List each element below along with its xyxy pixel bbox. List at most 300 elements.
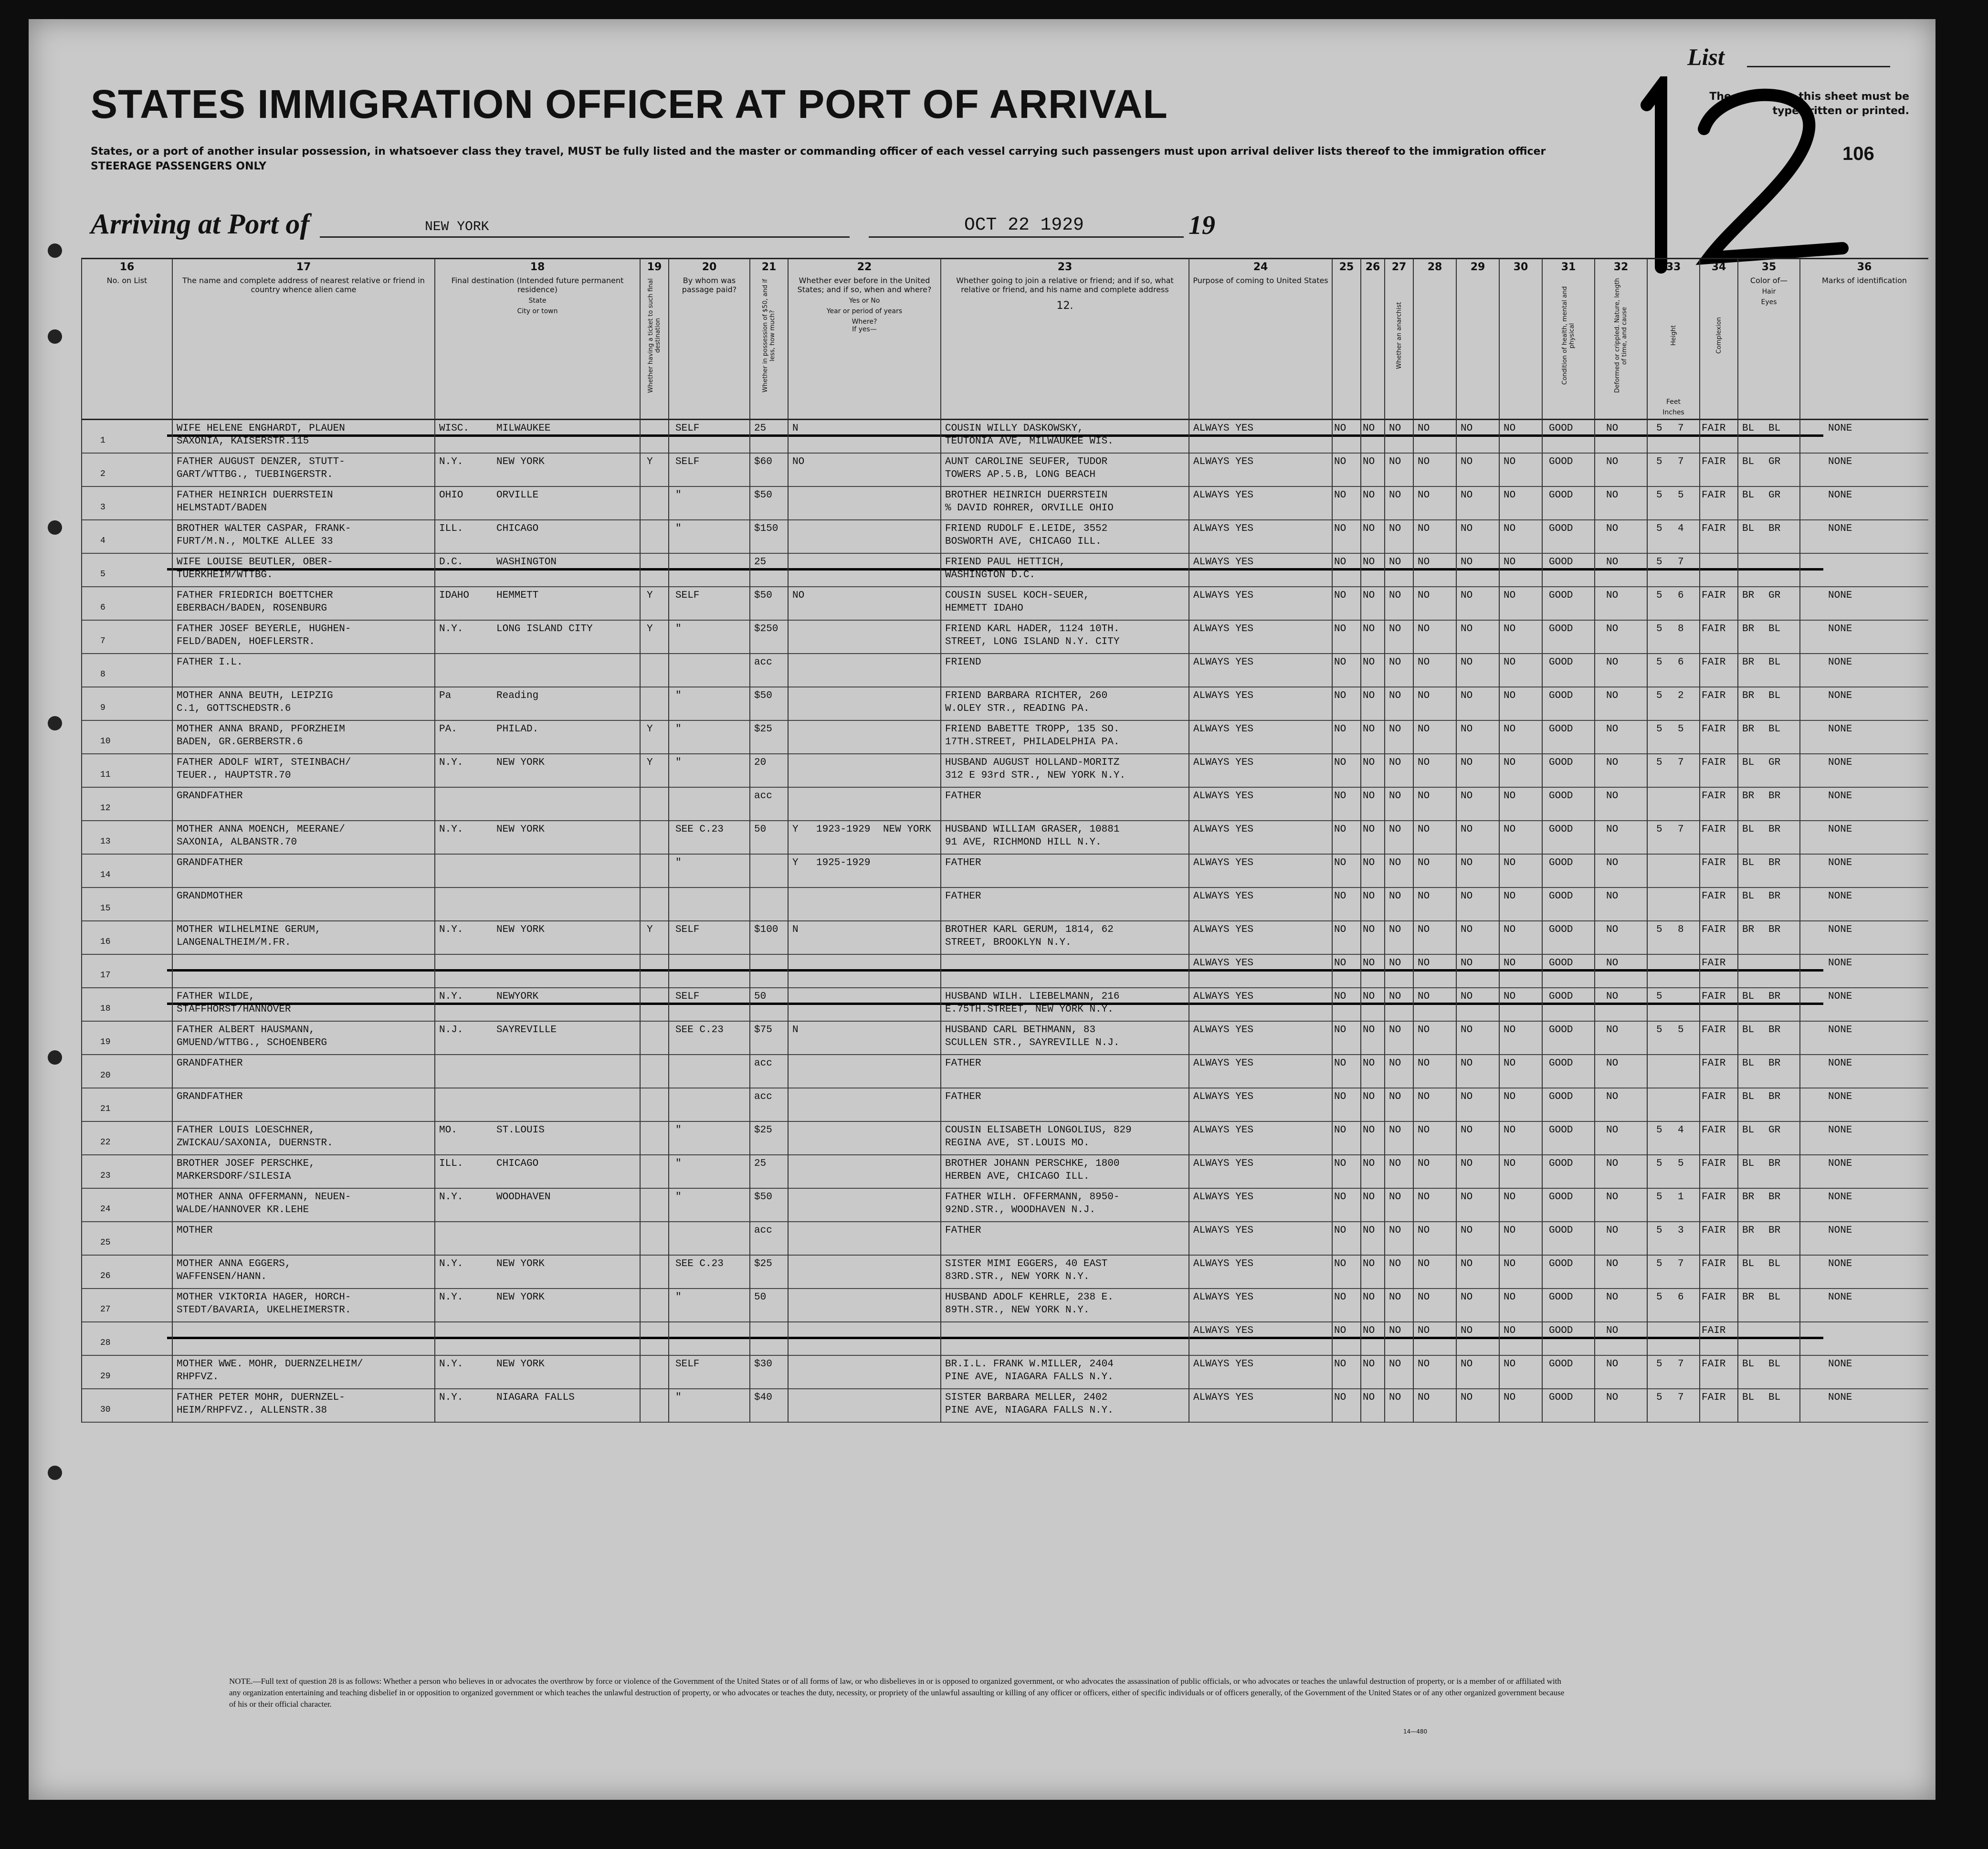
answer-26: NO <box>1363 991 1375 1002</box>
column-label: Whether ever before in the United States; and if so, when and where? <box>797 276 932 294</box>
column-label: Purpose of coming to United States <box>1193 276 1328 285</box>
row-number: 26 <box>100 1271 111 1281</box>
answer-30: NO <box>1504 958 1516 969</box>
height-inches: 6 <box>1678 657 1684 668</box>
list-label: List <box>1687 43 1725 70</box>
table-row <box>81 1322 1928 1356</box>
hair-color: BL <box>1742 523 1755 534</box>
eye-color: GR <box>1768 590 1781 601</box>
binder-hole-icon <box>48 716 62 730</box>
answer-25: NO <box>1334 857 1346 868</box>
passage-paid-by: " <box>675 757 682 768</box>
page-title: STATES IMMIGRATION OFFICER AT PORT OF ARRIVAL <box>91 82 1168 127</box>
answer-29: NO <box>1461 891 1473 902</box>
nearest-relative: FATHER AUGUST DENZER, STUTT- GART/WTTBG., TUEBINGERSTR. <box>177 456 345 480</box>
height-inches: 7 <box>1678 1392 1684 1403</box>
answer-25: NO <box>1334 590 1346 601</box>
answer-26: NO <box>1363 1158 1375 1169</box>
hair-color: BL <box>1742 1258 1755 1269</box>
column-header-16 <box>81 258 172 420</box>
column-label: Marks of identification <box>1821 276 1907 285</box>
table-row <box>81 1222 1928 1256</box>
hair-color: BR <box>1742 690 1755 701</box>
answer-26: NO <box>1363 557 1375 568</box>
deformed: NO <box>1606 891 1619 902</box>
joining-relative: FATHER WILH. OFFERMANN, 8950- 92ND.STR., WOODHAVEN N.J. <box>945 1192 1120 1215</box>
column-number: 16 <box>119 261 135 273</box>
purpose: ALWAYS YES <box>1193 557 1254 568</box>
manifest-sheet <box>29 19 1935 1800</box>
answer-30: NO <box>1504 1392 1516 1403</box>
passage-paid-by: SELF <box>675 1359 700 1370</box>
previous-visit: N <box>792 423 799 434</box>
answer-28: NO <box>1418 1258 1430 1269</box>
deformed: NO <box>1606 490 1619 501</box>
eye-color: BL <box>1768 657 1781 668</box>
previous-visit: N <box>792 1025 799 1035</box>
hair-color: BR <box>1742 924 1755 935</box>
table-row <box>81 1356 1928 1389</box>
nearest-relative: WIFE HELENE ENGHARDT, PLAUEN SAXONIA, KAISERSTR.115 <box>177 423 345 447</box>
identification-marks: NONE <box>1828 857 1852 868</box>
answer-27: NO <box>1389 991 1401 1002</box>
port-value: NEW YORK <box>425 220 489 234</box>
answer-30: NO <box>1504 1325 1516 1336</box>
table-row <box>81 1088 1928 1122</box>
destination-city: ST.LOUIS <box>496 1125 545 1136</box>
hair-color: BL <box>1742 857 1755 868</box>
answer-27: NO <box>1389 423 1401 434</box>
answer-30: NO <box>1504 1091 1516 1102</box>
visit-place: NEW YORK <box>883 824 931 835</box>
destination-state: N.Y. <box>439 456 463 467</box>
identification-marks: NONE <box>1828 490 1852 501</box>
ticket: Y <box>647 590 653 601</box>
purpose: ALWAYS YES <box>1193 1058 1254 1069</box>
column-number: 26 <box>1365 261 1380 273</box>
hair-color: BR <box>1742 623 1755 634</box>
row-number: 25 <box>100 1238 111 1247</box>
column-header-18 <box>434 258 640 420</box>
column-header-34 <box>1699 258 1737 420</box>
nearest-relative: GRANDFATHER <box>177 791 243 802</box>
column-rule <box>1332 420 1333 1423</box>
answer-25: NO <box>1334 991 1346 1002</box>
table-row <box>81 888 1928 921</box>
column-number: 32 <box>1613 261 1629 273</box>
destination-state: IDAHO <box>439 590 470 601</box>
row-number: 2 <box>100 469 105 479</box>
column-header-29 <box>1456 258 1499 420</box>
answer-29: NO <box>1461 490 1473 501</box>
passage-paid-by: SELF <box>675 991 700 1002</box>
answer-27: NO <box>1389 490 1401 501</box>
health-condition: GOOD <box>1549 857 1573 868</box>
answer-25: NO <box>1334 623 1346 634</box>
height-feet: 5 <box>1656 456 1662 467</box>
deformed: NO <box>1606 1258 1619 1269</box>
health-condition: GOOD <box>1549 1258 1573 1269</box>
answer-30: NO <box>1504 924 1516 935</box>
eye-color: BR <box>1768 857 1781 868</box>
deformed: NO <box>1606 1125 1619 1136</box>
height-inches: 7 <box>1678 1359 1684 1370</box>
answer-26: NO <box>1363 1225 1375 1236</box>
typewritten-note: The entries on this sheet must be typewritten or printed. <box>1709 91 1909 117</box>
answer-29: NO <box>1461 690 1473 701</box>
height-feet: 5 <box>1656 1292 1662 1303</box>
answer-25: NO <box>1334 757 1346 768</box>
height-feet: 5 <box>1656 724 1662 735</box>
nearest-relative: BROTHER WALTER CASPAR, FRANK- FURT/M.N., MOLTKE ALLEE 33 <box>177 523 351 547</box>
hair-color: BL <box>1742 456 1755 467</box>
nearest-relative: BROTHER JOSEF PERSCHKE, MARKERSDORF/SILESIA <box>177 1158 315 1182</box>
nearest-relative: GRANDFATHER <box>177 857 243 868</box>
answer-27: NO <box>1389 523 1401 534</box>
hair-color: BL <box>1742 1392 1755 1403</box>
complexion: FAIR <box>1702 824 1726 835</box>
identification-marks: NONE <box>1828 423 1852 434</box>
answer-25: NO <box>1334 456 1346 467</box>
health-condition: GOOD <box>1549 1025 1573 1035</box>
answer-29: NO <box>1461 1258 1473 1269</box>
eye-color: BR <box>1768 924 1781 935</box>
answer-25: NO <box>1334 791 1346 802</box>
nearest-relative: GRANDFATHER <box>177 1058 243 1069</box>
answer-25: NO <box>1334 1158 1346 1169</box>
deformed: NO <box>1606 623 1619 634</box>
identification-marks: NONE <box>1828 724 1852 735</box>
answer-25: NO <box>1334 1058 1346 1069</box>
identification-marks: NONE <box>1828 1158 1852 1169</box>
deformed: NO <box>1606 857 1619 868</box>
destination-state: N.Y. <box>439 824 463 835</box>
answer-27: NO <box>1389 1392 1401 1403</box>
column-number: 33 <box>1666 261 1681 273</box>
answer-27: NO <box>1389 857 1401 868</box>
answer-25: NO <box>1334 1192 1346 1203</box>
destination-city: WASHINGTON <box>496 557 557 568</box>
complexion: FAIR <box>1702 1192 1726 1203</box>
hair-color: BL <box>1742 1058 1755 1069</box>
answer-28: NO <box>1418 590 1430 601</box>
passage-paid-by: " <box>675 690 682 701</box>
passage-paid-by: " <box>675 857 682 868</box>
hair-color: BR <box>1742 1225 1755 1236</box>
height-inches: 3 <box>1678 1225 1684 1236</box>
identification-marks: NONE <box>1828 590 1852 601</box>
complexion: FAIR <box>1702 657 1726 668</box>
nearest-relative: MOTHER ANNA MOENCH, MEERANE/ SAXONIA, ALBANSTR.70 <box>177 824 345 848</box>
destination-state: WISC. <box>439 423 470 434</box>
answer-29: NO <box>1461 757 1473 768</box>
destination-state: N.Y. <box>439 1392 463 1403</box>
joining-relative: BROTHER JOHANN PERSCHKE, 1800 HERBEN AVE, CHICAGO ILL. <box>945 1158 1120 1182</box>
health-condition: GOOD <box>1549 1158 1573 1169</box>
height-feet: 5 <box>1656 1125 1662 1136</box>
answer-25: NO <box>1334 423 1346 434</box>
destination-city: PHILAD. <box>496 724 539 735</box>
destination-state: N.Y. <box>439 924 463 935</box>
answer-27: NO <box>1389 1258 1401 1269</box>
column-rule <box>1413 420 1414 1423</box>
answer-27: NO <box>1389 1359 1401 1370</box>
deformed: NO <box>1606 958 1619 969</box>
height-inches: 5 <box>1678 724 1684 735</box>
eye-color: BR <box>1768 891 1781 902</box>
answer-26: NO <box>1363 1192 1375 1203</box>
answer-27: NO <box>1389 1125 1401 1136</box>
answer-30: NO <box>1504 1125 1516 1136</box>
health-condition: GOOD <box>1549 1125 1573 1136</box>
answer-30: NO <box>1504 690 1516 701</box>
purpose: ALWAYS YES <box>1193 991 1254 1002</box>
column-rule <box>1737 420 1738 1423</box>
deformed: NO <box>1606 557 1619 568</box>
table-row <box>81 821 1928 855</box>
nearest-relative: GRANDMOTHER <box>177 891 243 902</box>
complexion: FAIR <box>1702 1359 1726 1370</box>
answer-25: NO <box>1334 1392 1346 1403</box>
column-rule <box>940 420 941 1423</box>
nearest-relative: MOTHER WWE. MOHR, DUERNZELHEIM/ RHPFVZ. <box>177 1359 363 1383</box>
row-number: 30 <box>100 1405 111 1415</box>
answer-27: NO <box>1389 1292 1401 1303</box>
deformed: NO <box>1606 1325 1619 1336</box>
identification-marks: NONE <box>1828 1225 1852 1236</box>
destination-city: HEMMETT <box>496 590 539 601</box>
answer-30: NO <box>1504 1025 1516 1035</box>
column-rule <box>1647 420 1648 1423</box>
identification-marks: NONE <box>1828 1359 1852 1370</box>
answer-30: NO <box>1504 523 1516 534</box>
deformed: NO <box>1606 456 1619 467</box>
height-feet: 5 <box>1656 490 1662 501</box>
column-label: Whether having a ticket to such final destination <box>647 278 662 393</box>
answer-28: NO <box>1418 891 1430 902</box>
ticket: Y <box>647 924 653 935</box>
height-feet: 5 <box>1656 757 1662 768</box>
answer-29: NO <box>1461 924 1473 935</box>
deformed: NO <box>1606 757 1619 768</box>
answer-29: NO <box>1461 1225 1473 1236</box>
hair-color: BL <box>1742 1125 1755 1136</box>
answer-25: NO <box>1334 1125 1346 1136</box>
destination-city: ORVILLE <box>496 490 539 501</box>
answer-26: NO <box>1363 1359 1375 1370</box>
row-number: 5 <box>100 570 105 579</box>
identification-marks: NONE <box>1828 924 1852 935</box>
height-inches: 5 <box>1678 490 1684 501</box>
health-condition: GOOD <box>1549 924 1573 935</box>
answer-26: NO <box>1363 1025 1375 1035</box>
joining-relative: HUSBAND WILH. LIEBELMANN, 216 E.75TH.STREET, NEW YORK N.Y. <box>945 991 1120 1015</box>
answer-28: NO <box>1418 1225 1430 1236</box>
height-inches: 7 <box>1678 423 1684 434</box>
column-label: Final destination (Intended future permanent residence) <box>451 276 624 294</box>
destination-state: OHIO <box>439 490 463 501</box>
answer-25: NO <box>1334 958 1346 969</box>
destination-city: MILWAUKEE <box>496 423 551 434</box>
answer-29: NO <box>1461 1392 1473 1403</box>
row-number: 10 <box>100 737 111 746</box>
ticket: Y <box>647 724 653 735</box>
hair-color: BR <box>1742 724 1755 735</box>
health-condition: GOOD <box>1549 958 1573 969</box>
answer-28: NO <box>1418 490 1430 501</box>
column-rule <box>1456 420 1457 1423</box>
health-condition: GOOD <box>1549 1192 1573 1203</box>
height-feet: 5 <box>1656 1192 1662 1203</box>
joining-relative: COUSIN SUSEL KOCH-SEUER, HEMMETT IDAHO <box>945 590 1090 614</box>
money-amount: 50 <box>754 991 767 1002</box>
identification-marks: NONE <box>1828 824 1852 835</box>
deformed: NO <box>1606 1292 1619 1303</box>
binder-hole-icon <box>48 520 62 535</box>
money-amount: $75 <box>754 1025 772 1035</box>
joining-relative: BROTHER KARL GERUM, 1814, 62 STREET, BROOKLYN N.Y. <box>945 924 1114 948</box>
answer-26: NO <box>1363 824 1375 835</box>
health-condition: GOOD <box>1549 423 1573 434</box>
answer-30: NO <box>1504 791 1516 802</box>
height-inches: 5 <box>1678 1158 1684 1169</box>
column-header-33 <box>1647 258 1699 420</box>
complexion: FAIR <box>1702 1025 1726 1035</box>
arriving-label: Arriving at Port of <box>91 208 310 240</box>
purpose: ALWAYS YES <box>1193 724 1254 735</box>
complexion: FAIR <box>1702 490 1726 501</box>
previous-visit: Y <box>792 824 799 835</box>
answer-29: NO <box>1461 1091 1473 1102</box>
row-number: 29 <box>100 1372 111 1381</box>
destination-state: N.J. <box>439 1025 463 1035</box>
answer-27: NO <box>1389 623 1401 634</box>
hair-color: BL <box>1742 824 1755 835</box>
answer-25: NO <box>1334 724 1346 735</box>
answer-29: NO <box>1461 1158 1473 1169</box>
deformed: NO <box>1606 1058 1619 1069</box>
previous-visit: NO <box>792 456 805 467</box>
row-number: 12 <box>100 803 111 813</box>
answer-29: NO <box>1461 857 1473 868</box>
row-number: 28 <box>100 1338 111 1348</box>
column-rule <box>172 420 173 1423</box>
eye-color: BR <box>1768 1158 1781 1169</box>
money-amount: $250 <box>754 623 778 634</box>
row-number: 14 <box>100 870 111 880</box>
row-number: 19 <box>100 1037 111 1047</box>
passage-paid-by: SEE C.23 <box>675 824 724 835</box>
purpose: ALWAYS YES <box>1193 1392 1254 1403</box>
height-feet: 5 <box>1656 523 1662 534</box>
height-feet: 5 <box>1656 824 1662 835</box>
eye-color: GR <box>1768 490 1781 501</box>
answer-25: NO <box>1334 523 1346 534</box>
nearest-relative: FATHER ADOLF WIRT, STEINBACH/ TEUER., HAUPTSTR.70 <box>177 757 351 781</box>
answer-28: NO <box>1418 423 1430 434</box>
hair-color: BR <box>1742 590 1755 601</box>
row-number: 22 <box>100 1138 111 1147</box>
column-rule <box>1799 420 1800 1423</box>
column-sublabel: Inches <box>1662 409 1684 416</box>
answer-29: NO <box>1461 791 1473 802</box>
eye-color: BL <box>1768 724 1781 735</box>
nearest-relative: MOTHER <box>177 1225 213 1236</box>
hair-color: BL <box>1742 1158 1755 1169</box>
identification-marks: NONE <box>1828 690 1852 701</box>
eye-color: BR <box>1768 824 1781 835</box>
money-amount: $60 <box>754 456 772 467</box>
nearest-relative: MOTHER ANNA OFFERMANN, NEUEN- WALDE/HANNOVER KR.LEHE <box>177 1192 351 1215</box>
destination-state: N.Y. <box>439 1359 463 1370</box>
answer-26: NO <box>1363 958 1375 969</box>
identification-marks: NONE <box>1828 958 1852 969</box>
nearest-relative: FATHER I.L. <box>177 657 243 668</box>
health-condition: GOOD <box>1549 1292 1573 1303</box>
answer-28: NO <box>1418 456 1430 467</box>
health-condition: GOOD <box>1549 1392 1573 1403</box>
passage-paid-by: " <box>675 1192 682 1203</box>
column-sublabel: Yes or No <box>849 297 880 305</box>
nearest-relative: WIFE LOUISE BEUTLER, OBER- TUERKHEIM/WTTBG. <box>177 557 333 581</box>
row-number: 21 <box>100 1104 111 1114</box>
passage-paid-by: " <box>675 523 682 534</box>
answer-27: NO <box>1389 1325 1401 1336</box>
answer-29: NO <box>1461 623 1473 634</box>
height-feet: 5 <box>1656 623 1662 634</box>
eye-color: BR <box>1768 1025 1781 1035</box>
column-number: 24 <box>1253 261 1268 273</box>
joining-relative: AUNT CAROLINE SEUFER, TUDOR TOWERS AP.5.B, LONG BEACH <box>945 456 1108 480</box>
answer-25: NO <box>1334 1225 1346 1236</box>
column-number: 17 <box>296 261 311 273</box>
passage-paid-by: SELF <box>675 456 700 467</box>
column-header-21 <box>749 258 788 420</box>
column-sublabel: Eyes <box>1761 298 1777 306</box>
row-number: 20 <box>100 1071 111 1080</box>
table-row <box>81 1155 1928 1189</box>
answer-28: NO <box>1418 1058 1430 1069</box>
answer-30: NO <box>1504 456 1516 467</box>
height-feet: 5 <box>1656 657 1662 668</box>
column-header-28 <box>1413 258 1456 420</box>
health-condition: GOOD <box>1549 1225 1573 1236</box>
answer-28: NO <box>1418 824 1430 835</box>
answer-26: NO <box>1363 1091 1375 1102</box>
joining-relative: BROTHER HEINRICH DUERRSTEIN % DAVID ROHRER, ORVILLE OHIO <box>945 490 1114 514</box>
complexion: FAIR <box>1702 924 1726 935</box>
column-label: By whom was passage paid? <box>682 276 737 294</box>
complexion: FAIR <box>1702 523 1726 534</box>
answer-25: NO <box>1334 824 1346 835</box>
eye-color: BL <box>1768 1292 1781 1303</box>
identification-marks: NONE <box>1828 623 1852 634</box>
money-amount: 25 <box>754 557 767 568</box>
row-number: 7 <box>100 636 105 646</box>
purpose: ALWAYS YES <box>1193 757 1254 768</box>
column-number: 23 <box>1057 261 1073 273</box>
purpose: ALWAYS YES <box>1193 523 1254 534</box>
purpose: ALWAYS YES <box>1193 824 1254 835</box>
answer-28: NO <box>1418 1292 1430 1303</box>
answer-29: NO <box>1461 991 1473 1002</box>
deformed: NO <box>1606 991 1619 1002</box>
deformed: NO <box>1606 590 1619 601</box>
joining-relative: FATHER <box>945 1058 981 1069</box>
money-amount: 20 <box>754 757 767 768</box>
money-amount: $150 <box>754 523 778 534</box>
answer-30: NO <box>1504 891 1516 902</box>
